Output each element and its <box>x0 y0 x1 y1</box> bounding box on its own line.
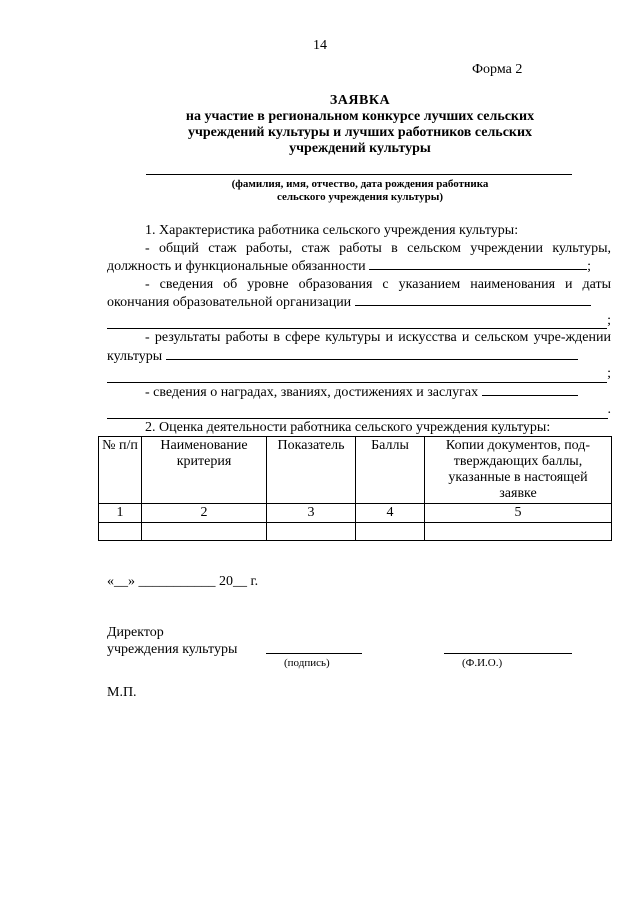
application-body <box>107 222 611 436</box>
director-label-line-2: учреждения культуры <box>107 642 238 657</box>
education-field-row-2: ; <box>107 312 611 330</box>
full-name-caption: (Ф.И.О.) <box>462 657 503 669</box>
awards-field-row-2: . <box>107 401 611 419</box>
column-number-4: 4 <box>356 504 425 523</box>
results-item <box>107 329 611 365</box>
criteria-table <box>98 436 612 541</box>
applicant-name-field[interactable] <box>146 174 572 175</box>
title-line-1: на участие в региональном конкурсе лучших сельских <box>185 109 535 124</box>
table-cell[interactable] <box>356 523 425 541</box>
name-caption-line-2: сельского учреждения культуры) <box>276 191 444 203</box>
education-field[interactable] <box>355 293 591 306</box>
signature-field[interactable] <box>266 653 362 654</box>
header-indicator: Показатель <box>267 437 356 504</box>
results-label: - результаты работы в сфере культуры и искусства и сельском учре-ждении культуры <box>107 330 611 364</box>
director-label-line-1: Директор <box>107 625 164 640</box>
applicant-name-caption <box>146 178 574 204</box>
education-field-2[interactable] <box>107 314 607 329</box>
full-name-field[interactable] <box>444 653 572 654</box>
table-cell[interactable] <box>99 523 142 541</box>
section2-heading: 2. Оценка деятельности работника сельского учреждения культуры: <box>145 419 551 435</box>
form-label: Форма 2 <box>472 62 523 77</box>
table-numbering-row <box>99 504 612 523</box>
experience-field[interactable] <box>369 257 587 270</box>
name-caption-line-1: (фамилия, имя, отчество, дата рождения работника <box>231 178 489 190</box>
header-criterion: Наименование критерия <box>142 437 267 504</box>
awards-label: - сведения о наградах, званиях, достижениях и заслугах <box>145 384 479 400</box>
table-cell[interactable] <box>142 523 267 541</box>
header-points: Баллы <box>356 437 425 504</box>
title-line-3: учреждений культуры <box>289 141 431 156</box>
table-header-row <box>99 437 612 504</box>
awards-item <box>107 383 611 402</box>
header-documents: Копии документов, под-тверждающих баллы, указанные в настоящей заявке <box>425 437 612 504</box>
director-label <box>107 624 237 658</box>
experience-item: - общий стаж работы, стаж работы в сельском учреждении культуры, должность и функциональные обязанности ; <box>107 240 611 274</box>
header-number: № п/п <box>99 437 142 504</box>
results-field[interactable] <box>166 347 578 360</box>
awards-field[interactable] <box>482 383 578 396</box>
results-field-2[interactable] <box>107 368 607 383</box>
section1-heading: 1. Характеристика работника сельского учреждения культуры: <box>145 223 519 238</box>
title-line-2: учреждений культуры и лучших работников сельских <box>187 125 533 140</box>
document-title: ЗАЯВКА <box>329 93 391 108</box>
table-cell[interactable] <box>267 523 356 541</box>
column-number-2: 2 <box>142 504 267 523</box>
experience-label: - общий стаж работы, стаж работы в сельском учреждении культуры, должность и функциональные обязанности <box>107 240 611 274</box>
column-number-1: 1 <box>99 504 142 523</box>
title-block <box>146 93 574 157</box>
results-field-row-2: ; <box>107 365 611 383</box>
stamp-place: М.П. <box>107 685 137 700</box>
awards-field-2[interactable] <box>107 404 608 419</box>
date-field[interactable]: «__» ___________ 20__ г. <box>107 574 259 589</box>
signature-caption: (подпись) <box>284 657 330 669</box>
education-label: - сведения об уровне образования с указанием наименования и даты окончания образовательной организации <box>107 276 611 310</box>
table-cell[interactable] <box>425 523 612 541</box>
page-number: 14 <box>313 38 327 53</box>
column-number-5: 5 <box>425 504 612 523</box>
table-row <box>99 523 612 541</box>
column-number-3: 3 <box>267 504 356 523</box>
education-item <box>107 276 611 312</box>
